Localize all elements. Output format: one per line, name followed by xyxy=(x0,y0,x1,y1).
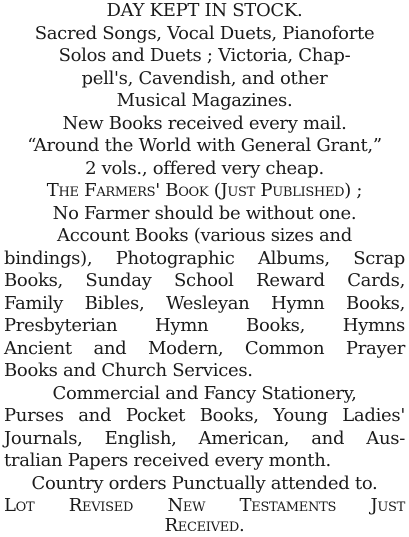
text-line: bindings), Photographic Albums, Scrap xyxy=(4,248,405,269)
text-line: Lot Revised New Testaments Just xyxy=(4,495,405,516)
text-line: Solos and Duets ; Victoria, Chap- xyxy=(58,45,351,66)
heading-line: DAY KEPT IN STOCK. xyxy=(106,0,303,21)
text-line: Musical Magazines. xyxy=(116,90,293,111)
text-line: Books, Sunday School Reward Cards, xyxy=(4,270,405,291)
text-line: Account Books (various sizes and xyxy=(57,225,352,246)
text-line: Country orders Punctually attended to. xyxy=(31,473,378,494)
text-line: Ancient and Modern, Common Prayer xyxy=(4,338,405,359)
text-line: 2 vols., offered very cheap. xyxy=(85,158,324,179)
text-line: Commercial and Fancy Stationery, xyxy=(52,383,357,404)
text-line: Presbyterian Hymn Books, Hymns xyxy=(4,315,405,336)
text-line: Books and Church Services. xyxy=(4,360,253,381)
text-line: The Farmers' Book (Just Published) ; xyxy=(46,180,363,201)
text-line: Purses and Pocket Books, Young Ladies' xyxy=(4,405,405,426)
text-line: tralian Papers received every month. xyxy=(4,450,331,471)
text-line: pell's, Cavendish, and other xyxy=(81,68,328,89)
text-line: Received. xyxy=(164,515,245,536)
text-line: Family Bibles, Wesleyan Hymn Books, xyxy=(4,293,405,314)
text-line: Sacred Songs, Vocal Duets, Pianoforte xyxy=(34,23,375,44)
text-line: New Books received every mail. xyxy=(62,113,347,134)
text-line: “Around the World with General Grant,” xyxy=(27,135,382,156)
text-line: No Farmer should be without one. xyxy=(52,203,357,224)
text-line: Journals, English, American, and Aus- xyxy=(4,428,405,449)
